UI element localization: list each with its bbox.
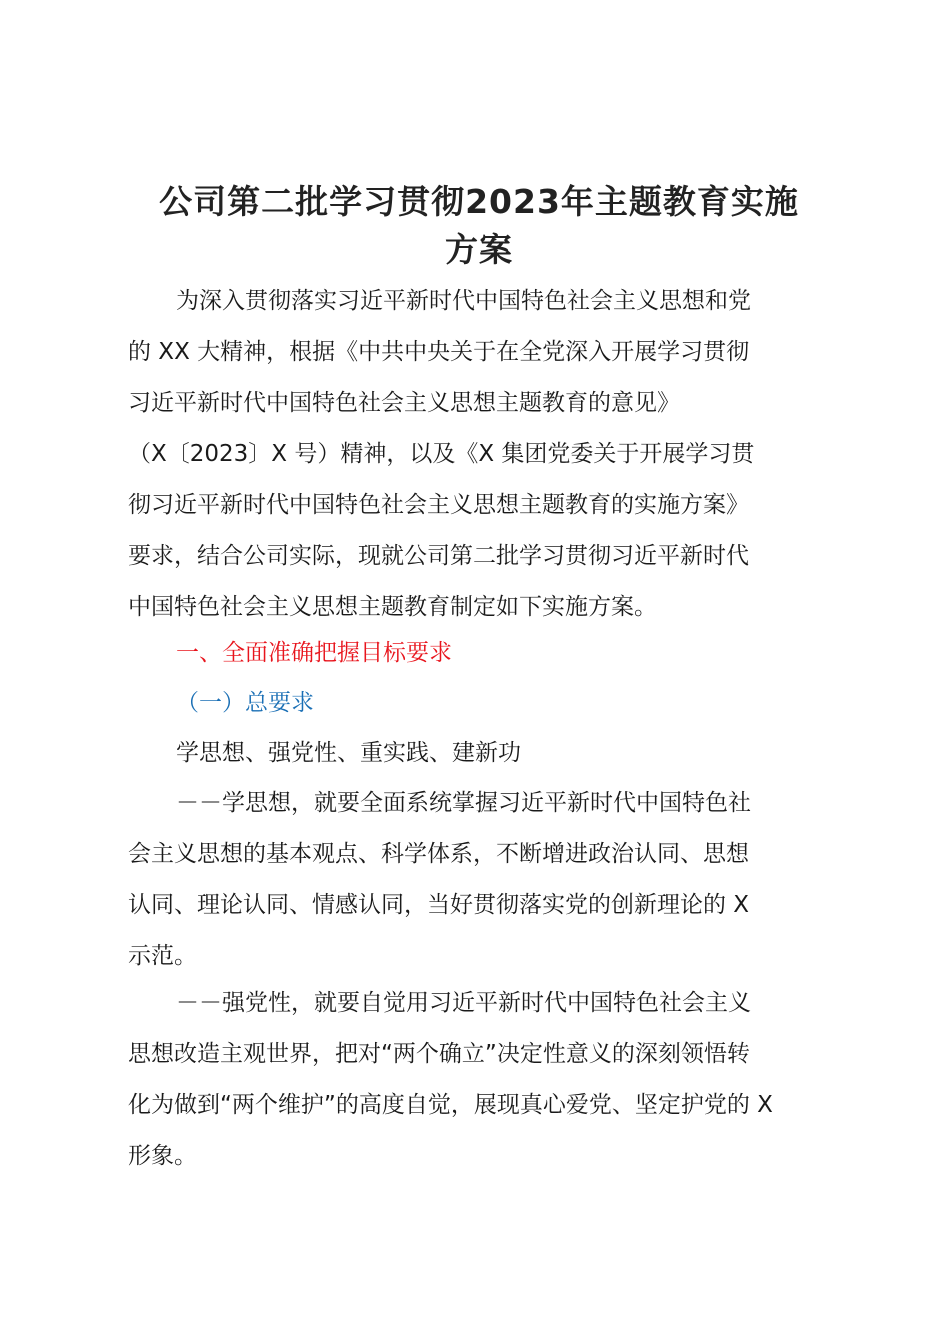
- title-line-1: 公司第二批学习贯彻2023年主题教育实施: [159, 182, 799, 221]
- section-heading: [128, 628, 830, 679]
- point-1-line: －－学思想，就要全面系统掌握习近平新时代中国特色社: [176, 790, 751, 816]
- intro-line: （X〔2023〕X 号）精神，以及《X 集团党委关于开展学习贯: [128, 441, 755, 467]
- point-2-line: 思想改造主观世界，把对“两个确立”决定性意义的深刻领悟转: [128, 1041, 750, 1067]
- intro-line: 中国特色社会主义思想主题教育制定如下实施方案。: [128, 594, 657, 620]
- intro-paragraph: [128, 276, 830, 633]
- title-line-2: 方案: [445, 230, 513, 269]
- summary-paragraph: [128, 728, 830, 779]
- point-1-line: 认同、理论认同、情感认同，当好贯彻落实党的创新理论的 X: [128, 892, 750, 918]
- intro-line: 要求，结合公司实际，现就公司第二批学习贯彻习近平新时代: [128, 543, 749, 569]
- intro-line: 为深入贯彻落实习近平新时代中国特色社会主义思想和党: [176, 288, 751, 314]
- section-heading-text: 一、全面准确把握目标要求: [176, 640, 452, 666]
- intro-line: 习近平新时代中国特色社会主义思想主题教育的意见》: [128, 390, 680, 416]
- point-1-line: 示范。: [128, 943, 197, 969]
- subsection-heading-text: （一）总要求: [176, 690, 314, 716]
- point-1-line: 会主义思想的基本观点、科学体系，不断增进政治认同、思想: [128, 841, 749, 867]
- summary-line: 学思想、强党性、重实践、建新功: [176, 740, 521, 766]
- document-title: [128, 178, 830, 274]
- point-1-paragraph: [128, 778, 830, 982]
- intro-line: 彻习近平新时代中国特色社会主义思想主题教育的实施方案》: [128, 492, 749, 518]
- point-2-line: －－强党性，就要自觉用习近平新时代中国特色社会主义: [176, 990, 751, 1016]
- point-2-paragraph: [128, 978, 830, 1182]
- intro-line: 的 XX 大精神，根据《中共中央关于在全党深入开展学习贯彻: [128, 339, 750, 365]
- subsection-heading: [128, 678, 830, 729]
- point-2-line: 形象。: [128, 1143, 197, 1169]
- point-2-line: 化为做到“两个维护”的高度自觉，展现真心爱党、坚定护党的 X: [128, 1092, 773, 1118]
